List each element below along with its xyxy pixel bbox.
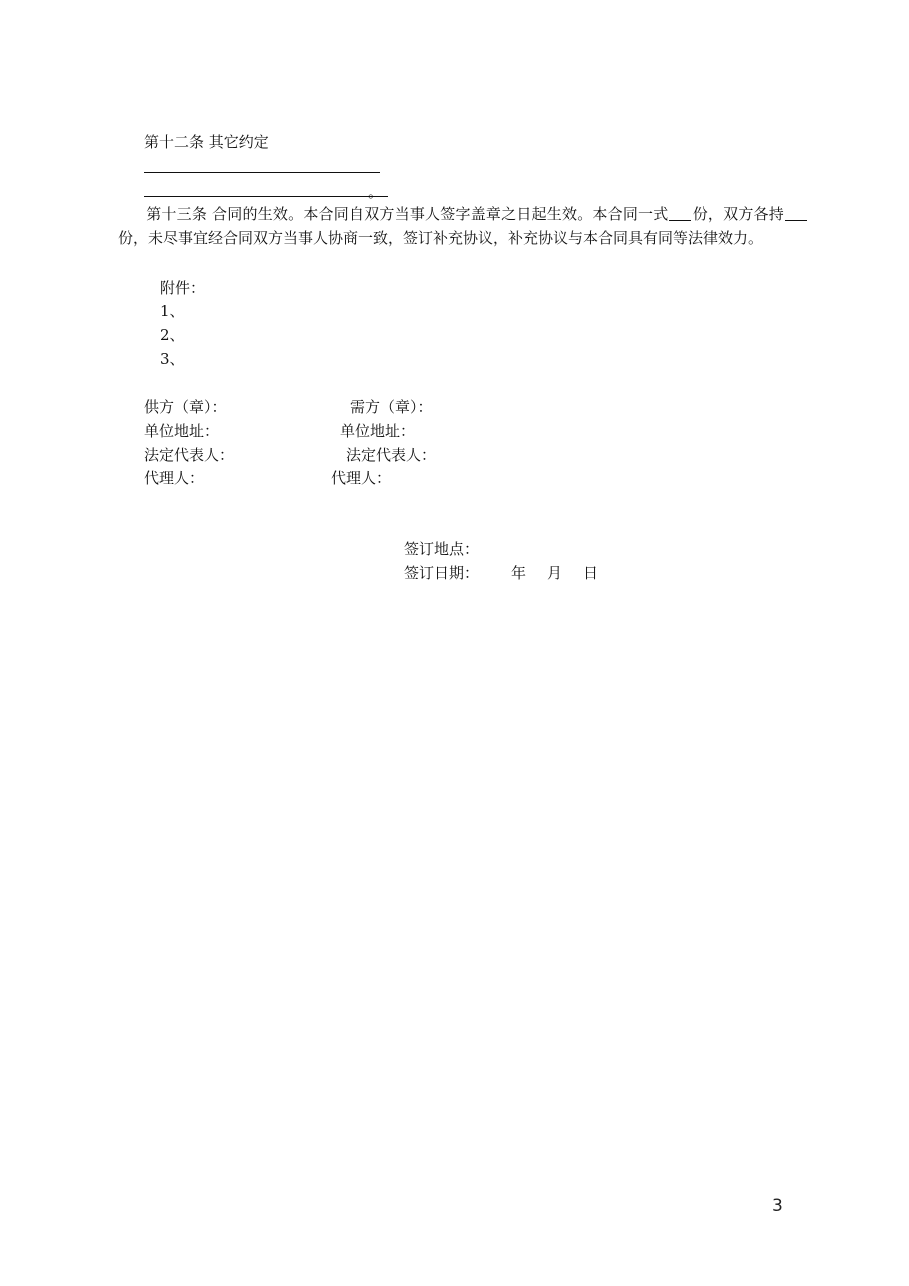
supplier-seal-label: 供方（章）： — [144, 398, 227, 416]
supplier-agent-label: 代理人： — [144, 469, 205, 487]
attachment-item-3: 3、 — [160, 350, 185, 368]
article13-text-1: 本合同自双方当事人签字盖章之日起生效。本合同一式 — [303, 205, 669, 223]
article13-heading: 第十三条 合同的生效。 — [146, 205, 304, 223]
line-end-period: 。 — [368, 183, 384, 201]
supplier-address-label: 单位地址： — [144, 422, 220, 440]
attachments-label: 附件： — [160, 279, 206, 297]
page-number: 3 — [772, 1196, 783, 1216]
signing-month: 月 — [547, 564, 563, 582]
buyer-seal-label: 需方（章）： — [350, 398, 433, 416]
supplier-legal-rep-label: 法定代表人： — [144, 446, 235, 464]
each-holds-blank — [785, 206, 807, 221]
attachment-item-1: 1、 — [160, 302, 185, 320]
article13-paragraph — [118, 202, 808, 250]
attachment-item-2: 2、 — [160, 326, 185, 344]
buyer-legal-rep-label: 法定代表人： — [346, 446, 437, 464]
blank-line-2 — [144, 196, 388, 197]
copies-blank — [669, 206, 691, 221]
signing-year: 年 — [511, 564, 527, 582]
article12-heading: 第十二条 其它约定 — [144, 133, 269, 151]
article13-text-3: 份，未尽事宜经合同双方当事人协商一致，签订补充协议，补充协议与本合同具有同等法律效力。 — [118, 229, 764, 247]
signing-date-label: 签订日期： — [404, 564, 480, 582]
signing-day: 日 — [583, 564, 599, 582]
buyer-address-label: 单位地址： — [340, 422, 416, 440]
signing-place-label: 签订地点： — [404, 540, 480, 558]
buyer-agent-label: 代理人： — [331, 469, 392, 487]
blank-line-1 — [144, 172, 380, 173]
article13-text-2: 份，双方各持 — [692, 205, 784, 223]
